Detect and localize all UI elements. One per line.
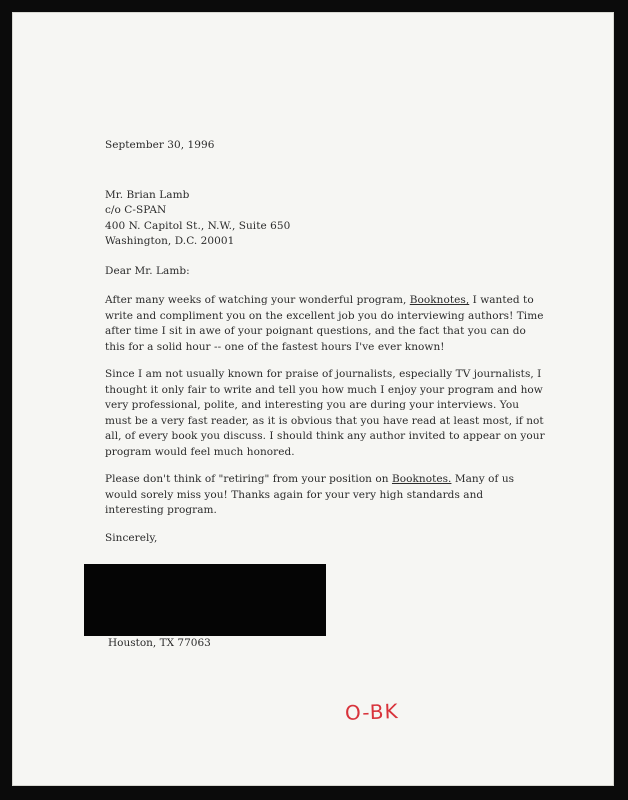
program-title: Booknotes,	[409, 294, 470, 306]
paragraph-3	[105, 472, 545, 519]
address-line: Washington, D.C. 20001	[105, 235, 235, 247]
closing-word: Sincerely,	[105, 531, 158, 544]
paragraph-3-text-end: Many of us would sorely miss you! Thanks again for your very high standards and interesting program.	[105, 473, 515, 516]
paragraph-2: Since I am not usually known for praise of journalists, especially TV journalists, I thought it only fair to write and tell you how much I enjoy your program and how very professional, polite, and interesting you are during your interviews. You must be a very fast reader, as it is obvious that you have read at least most, if not all, of every book you discuss. I should think any author invited to appear on your program would feel much honored.	[105, 368, 545, 458]
program-title: Booknotes.	[391, 473, 452, 485]
address-line: c/o C-SPAN	[105, 204, 167, 216]
salutation: Dear Mr. Lamb:	[105, 264, 190, 277]
sender-city: Houston, TX 77063	[108, 637, 211, 649]
letter-body	[105, 138, 545, 546]
paragraph-1-text-end: I wanted to write and compliment you on the excellent job you do interviewing authors! Time after time I sit in awe of your poignant questions, and the fact that you can do this for a solid hour -- one of the fastest hours I've ever known!	[105, 294, 544, 353]
paragraph-1	[105, 293, 545, 355]
address-line: Mr. Brian Lamb	[105, 188, 190, 201]
letter-page	[12, 12, 614, 786]
recipient-address	[105, 188, 545, 250]
paragraph-3-text-start: Please don't think of "retiring" from your position on	[105, 473, 392, 485]
address-line: 400 N. Capitol St., N.W., Suite 650	[105, 219, 291, 232]
letter-date: September 30, 1996	[105, 139, 215, 151]
handwritten-annotation: O-BK	[344, 699, 400, 725]
redaction-block	[84, 564, 326, 636]
closing	[105, 531, 545, 547]
paragraph-1-text-start: After many weeks of watching your wonderful program,	[105, 294, 410, 306]
